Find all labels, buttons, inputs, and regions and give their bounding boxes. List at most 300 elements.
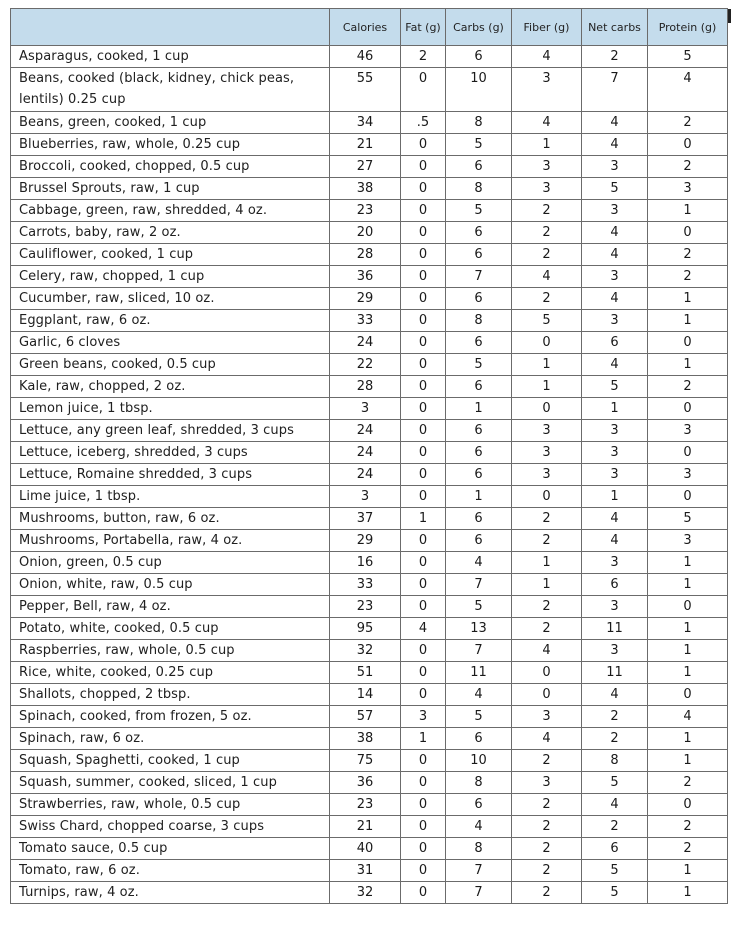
net-carbs-cell: 1 xyxy=(582,398,648,420)
fat-cell: .5 xyxy=(401,112,446,134)
table-row xyxy=(11,266,728,288)
food-name-cell: Garlic, 6 cloves xyxy=(11,332,330,354)
fiber-cell: 1 xyxy=(512,574,582,596)
net-carbs-cell: 7 xyxy=(582,68,648,112)
protein-cell: 0 xyxy=(648,794,728,816)
net-carbs-cell: 4 xyxy=(582,222,648,244)
net-carbs-cell: 6 xyxy=(582,332,648,354)
protein-cell: 5 xyxy=(648,46,728,68)
fiber-cell: 0 xyxy=(512,486,582,508)
fat-cell: 2 xyxy=(401,46,446,68)
fiber-cell: 0 xyxy=(512,662,582,684)
fat-cell: 0 xyxy=(401,310,446,332)
column-header-food xyxy=(11,9,330,46)
food-name-cell: Beans, cooked (black, kidney, chick peas, lentils) 0.25 cup xyxy=(11,68,330,112)
fiber-cell: 4 xyxy=(512,728,582,750)
table-row xyxy=(11,684,728,706)
net-carbs-cell: 4 xyxy=(582,794,648,816)
carbs-cell: 5 xyxy=(446,596,512,618)
fat-cell: 0 xyxy=(401,222,446,244)
table-row xyxy=(11,772,728,794)
fat-cell: 0 xyxy=(401,134,446,156)
carbs-cell: 6 xyxy=(446,464,512,486)
calories-cell: 14 xyxy=(330,684,401,706)
carbs-cell: 5 xyxy=(446,200,512,222)
carbs-cell: 11 xyxy=(446,662,512,684)
fat-cell: 0 xyxy=(401,442,446,464)
column-header-fat: Fat (g) xyxy=(401,9,446,46)
calories-cell: 23 xyxy=(330,794,401,816)
fat-cell: 0 xyxy=(401,662,446,684)
protein-cell: 1 xyxy=(648,574,728,596)
fat-cell: 0 xyxy=(401,574,446,596)
net-carbs-cell: 11 xyxy=(582,618,648,640)
net-carbs-cell: 3 xyxy=(582,640,648,662)
protein-cell: 0 xyxy=(648,684,728,706)
food-name-cell: Eggplant, raw, 6 oz. xyxy=(11,310,330,332)
protein-cell: 2 xyxy=(648,838,728,860)
carbs-cell: 4 xyxy=(446,552,512,574)
protein-cell: 3 xyxy=(648,464,728,486)
protein-cell: 2 xyxy=(648,244,728,266)
protein-cell: 0 xyxy=(648,134,728,156)
table-row xyxy=(11,376,728,398)
protein-cell: 2 xyxy=(648,112,728,134)
net-carbs-cell: 5 xyxy=(582,882,648,904)
protein-cell: 1 xyxy=(648,354,728,376)
protein-cell: 3 xyxy=(648,530,728,552)
protein-cell: 4 xyxy=(648,68,728,112)
protein-cell: 1 xyxy=(648,618,728,640)
protein-cell: 3 xyxy=(648,178,728,200)
carbs-cell: 6 xyxy=(446,244,512,266)
fiber-cell: 0 xyxy=(512,398,582,420)
table-row xyxy=(11,178,728,200)
fiber-cell: 2 xyxy=(512,596,582,618)
carbs-cell: 5 xyxy=(446,134,512,156)
calories-cell: 3 xyxy=(330,486,401,508)
fat-cell: 3 xyxy=(401,706,446,728)
calories-cell: 29 xyxy=(330,288,401,310)
fat-cell: 0 xyxy=(401,816,446,838)
food-name-cell: Swiss Chard, chopped coarse, 3 cups xyxy=(11,816,330,838)
protein-cell: 4 xyxy=(648,706,728,728)
calories-cell: 28 xyxy=(330,376,401,398)
net-carbs-cell: 3 xyxy=(582,156,648,178)
fat-cell: 0 xyxy=(401,882,446,904)
food-name-cell: Mushrooms, button, raw, 6 oz. xyxy=(11,508,330,530)
table-row xyxy=(11,706,728,728)
carbs-cell: 8 xyxy=(446,772,512,794)
table-row xyxy=(11,332,728,354)
food-name-cell: Lemon juice, 1 tbsp. xyxy=(11,398,330,420)
fat-cell: 0 xyxy=(401,860,446,882)
carbs-cell: 7 xyxy=(446,640,512,662)
fiber-cell: 2 xyxy=(512,618,582,640)
calories-cell: 36 xyxy=(330,772,401,794)
protein-cell: 0 xyxy=(648,398,728,420)
fat-cell: 1 xyxy=(401,508,446,530)
carbs-cell: 7 xyxy=(446,882,512,904)
food-name-cell: Green beans, cooked, 0.5 cup xyxy=(11,354,330,376)
column-header-fiber: Fiber (g) xyxy=(512,9,582,46)
fat-cell: 0 xyxy=(401,838,446,860)
table-row xyxy=(11,574,728,596)
fiber-cell: 2 xyxy=(512,530,582,552)
net-carbs-cell: 5 xyxy=(582,772,648,794)
protein-cell: 2 xyxy=(648,156,728,178)
table-row xyxy=(11,112,728,134)
calories-cell: 95 xyxy=(330,618,401,640)
net-carbs-cell: 4 xyxy=(582,244,648,266)
table-row xyxy=(11,750,728,772)
carbs-cell: 6 xyxy=(446,288,512,310)
protein-cell: 0 xyxy=(648,442,728,464)
food-name-cell: Lettuce, Romaine shredded, 3 cups xyxy=(11,464,330,486)
food-name-cell: Potato, white, cooked, 0.5 cup xyxy=(11,618,330,640)
net-carbs-cell: 3 xyxy=(582,266,648,288)
table-row xyxy=(11,354,728,376)
fat-cell: 0 xyxy=(401,398,446,420)
net-carbs-cell: 5 xyxy=(582,178,648,200)
protein-cell: 1 xyxy=(648,728,728,750)
net-carbs-cell: 3 xyxy=(582,310,648,332)
fat-cell: 0 xyxy=(401,464,446,486)
protein-cell: 0 xyxy=(648,332,728,354)
carbs-cell: 4 xyxy=(446,816,512,838)
column-header-carbs: Carbs (g) xyxy=(446,9,512,46)
food-name-cell: Turnips, raw, 4 oz. xyxy=(11,882,330,904)
fat-cell: 4 xyxy=(401,618,446,640)
carbs-cell: 10 xyxy=(446,750,512,772)
food-name-cell: Cabbage, green, raw, shredded, 4 oz. xyxy=(11,200,330,222)
net-carbs-cell: 8 xyxy=(582,750,648,772)
fat-cell: 0 xyxy=(401,354,446,376)
carbs-cell: 6 xyxy=(446,530,512,552)
fat-cell: 1 xyxy=(401,728,446,750)
fat-cell: 0 xyxy=(401,530,446,552)
calories-cell: 21 xyxy=(330,134,401,156)
table-row xyxy=(11,640,728,662)
carbs-cell: 6 xyxy=(446,420,512,442)
calories-cell: 33 xyxy=(330,574,401,596)
net-carbs-cell: 3 xyxy=(582,464,648,486)
table-row xyxy=(11,244,728,266)
food-name-cell: Brussel Sprouts, raw, 1 cup xyxy=(11,178,330,200)
fat-cell: 0 xyxy=(401,486,446,508)
column-header-net-carbs: Net carbs xyxy=(582,9,648,46)
table-row xyxy=(11,398,728,420)
net-carbs-cell: 3 xyxy=(582,200,648,222)
fiber-cell: 1 xyxy=(512,354,582,376)
food-name-cell: Cauliflower, cooked, 1 cup xyxy=(11,244,330,266)
food-name-cell: Shallots, chopped, 2 tbsp. xyxy=(11,684,330,706)
carbs-cell: 6 xyxy=(446,442,512,464)
fat-cell: 0 xyxy=(401,420,446,442)
fiber-cell: 2 xyxy=(512,882,582,904)
net-carbs-cell: 3 xyxy=(582,552,648,574)
carbs-cell: 6 xyxy=(446,222,512,244)
calories-cell: 40 xyxy=(330,838,401,860)
fiber-cell: 3 xyxy=(512,420,582,442)
calories-cell: 32 xyxy=(330,640,401,662)
carbs-cell: 6 xyxy=(446,508,512,530)
calories-cell: 31 xyxy=(330,860,401,882)
food-name-cell: Asparagus, cooked, 1 cup xyxy=(11,46,330,68)
food-name-cell: Lime juice, 1 tbsp. xyxy=(11,486,330,508)
calories-cell: 29 xyxy=(330,530,401,552)
food-name-cell: Lettuce, any green leaf, shredded, 3 cups xyxy=(11,420,330,442)
column-header-protein: Protein (g) xyxy=(648,9,728,46)
table-body xyxy=(11,46,728,904)
calories-cell: 46 xyxy=(330,46,401,68)
calories-cell: 21 xyxy=(330,816,401,838)
carbs-cell: 7 xyxy=(446,574,512,596)
fat-cell: 0 xyxy=(401,794,446,816)
calories-cell: 75 xyxy=(330,750,401,772)
table-row xyxy=(11,486,728,508)
protein-cell: 1 xyxy=(648,662,728,684)
food-name-cell: Onion, white, raw, 0.5 cup xyxy=(11,574,330,596)
table-row xyxy=(11,222,728,244)
food-name-cell: Carrots, baby, raw, 2 oz. xyxy=(11,222,330,244)
calories-cell: 32 xyxy=(330,882,401,904)
table-row xyxy=(11,816,728,838)
table-row xyxy=(11,662,728,684)
net-carbs-cell: 5 xyxy=(582,376,648,398)
net-carbs-cell: 5 xyxy=(582,860,648,882)
table-row xyxy=(11,618,728,640)
table-row xyxy=(11,860,728,882)
table-row xyxy=(11,838,728,860)
table-row xyxy=(11,200,728,222)
protein-cell: 3 xyxy=(648,420,728,442)
table-row xyxy=(11,882,728,904)
fiber-cell: 2 xyxy=(512,244,582,266)
table-row xyxy=(11,442,728,464)
table-row xyxy=(11,156,728,178)
net-carbs-cell: 4 xyxy=(582,530,648,552)
fiber-cell: 2 xyxy=(512,838,582,860)
carbs-cell: 4 xyxy=(446,684,512,706)
calories-cell: 57 xyxy=(330,706,401,728)
net-carbs-cell: 1 xyxy=(582,486,648,508)
protein-cell: 0 xyxy=(648,596,728,618)
fat-cell: 0 xyxy=(401,244,446,266)
table-row xyxy=(11,134,728,156)
calories-cell: 51 xyxy=(330,662,401,684)
protein-cell: 5 xyxy=(648,508,728,530)
fiber-cell: 2 xyxy=(512,860,582,882)
calories-cell: 37 xyxy=(330,508,401,530)
calories-cell: 16 xyxy=(330,552,401,574)
net-carbs-cell: 4 xyxy=(582,684,648,706)
food-name-cell: Spinach, cooked, from frozen, 5 oz. xyxy=(11,706,330,728)
fiber-cell: 2 xyxy=(512,794,582,816)
protein-cell: 1 xyxy=(648,640,728,662)
carbs-cell: 1 xyxy=(446,398,512,420)
net-carbs-cell: 4 xyxy=(582,508,648,530)
carbs-cell: 6 xyxy=(446,156,512,178)
protein-cell: 1 xyxy=(648,200,728,222)
carbs-cell: 8 xyxy=(446,310,512,332)
fat-cell: 0 xyxy=(401,596,446,618)
fiber-cell: 0 xyxy=(512,332,582,354)
calories-cell: 38 xyxy=(330,728,401,750)
calories-cell: 28 xyxy=(330,244,401,266)
food-name-cell: Spinach, raw, 6 oz. xyxy=(11,728,330,750)
calories-cell: 38 xyxy=(330,178,401,200)
table-row xyxy=(11,508,728,530)
protein-cell: 1 xyxy=(648,882,728,904)
carbs-cell: 6 xyxy=(446,376,512,398)
protein-cell: 2 xyxy=(648,772,728,794)
calories-cell: 55 xyxy=(330,68,401,112)
food-name-cell: Lettuce, iceberg, shredded, 3 cups xyxy=(11,442,330,464)
table-row xyxy=(11,794,728,816)
food-name-cell: Beans, green, cooked, 1 cup xyxy=(11,112,330,134)
food-name-cell: Tomato, raw, 6 oz. xyxy=(11,860,330,882)
food-name-cell: Strawberries, raw, whole, 0.5 cup xyxy=(11,794,330,816)
fat-cell: 0 xyxy=(401,552,446,574)
fiber-cell: 4 xyxy=(512,266,582,288)
carbs-cell: 6 xyxy=(446,332,512,354)
text-cursor-mark xyxy=(728,9,731,23)
fiber-cell: 3 xyxy=(512,68,582,112)
net-carbs-cell: 4 xyxy=(582,112,648,134)
table-row xyxy=(11,530,728,552)
calories-cell: 22 xyxy=(330,354,401,376)
food-name-cell: Squash, summer, cooked, sliced, 1 cup xyxy=(11,772,330,794)
table-row xyxy=(11,68,728,112)
protein-cell: 1 xyxy=(648,552,728,574)
net-carbs-cell: 4 xyxy=(582,288,648,310)
food-name-cell: Celery, raw, chopped, 1 cup xyxy=(11,266,330,288)
net-carbs-cell: 6 xyxy=(582,574,648,596)
carbs-cell: 6 xyxy=(446,728,512,750)
food-name-cell: Cucumber, raw, sliced, 10 oz. xyxy=(11,288,330,310)
fiber-cell: 4 xyxy=(512,46,582,68)
carbs-cell: 1 xyxy=(446,486,512,508)
food-name-cell: Raspberries, raw, whole, 0.5 cup xyxy=(11,640,330,662)
fiber-cell: 4 xyxy=(512,640,582,662)
fiber-cell: 2 xyxy=(512,222,582,244)
net-carbs-cell: 6 xyxy=(582,838,648,860)
calories-cell: 23 xyxy=(330,200,401,222)
food-name-cell: Blueberries, raw, whole, 0.25 cup xyxy=(11,134,330,156)
fiber-cell: 1 xyxy=(512,552,582,574)
fiber-cell: 2 xyxy=(512,508,582,530)
calories-cell: 33 xyxy=(330,310,401,332)
carbs-cell: 6 xyxy=(446,794,512,816)
food-name-cell: Rice, white, cooked, 0.25 cup xyxy=(11,662,330,684)
fat-cell: 0 xyxy=(401,750,446,772)
fiber-cell: 3 xyxy=(512,706,582,728)
calories-cell: 24 xyxy=(330,420,401,442)
calories-cell: 24 xyxy=(330,442,401,464)
fiber-cell: 3 xyxy=(512,772,582,794)
fat-cell: 0 xyxy=(401,772,446,794)
carbs-cell: 6 xyxy=(446,46,512,68)
table-header xyxy=(11,9,728,46)
net-carbs-cell: 3 xyxy=(582,596,648,618)
table-row xyxy=(11,596,728,618)
food-name-cell: Pepper, Bell, raw, 4 oz. xyxy=(11,596,330,618)
fat-cell: 0 xyxy=(401,332,446,354)
carbs-cell: 8 xyxy=(446,178,512,200)
food-name-cell: Broccoli, cooked, chopped, 0.5 cup xyxy=(11,156,330,178)
nutrition-table-container xyxy=(10,8,727,904)
fat-cell: 0 xyxy=(401,640,446,662)
protein-cell: 1 xyxy=(648,860,728,882)
food-name-cell: Onion, green, 0.5 cup xyxy=(11,552,330,574)
fiber-cell: 3 xyxy=(512,178,582,200)
protein-cell: 0 xyxy=(648,486,728,508)
carbs-cell: 7 xyxy=(446,266,512,288)
fiber-cell: 2 xyxy=(512,816,582,838)
carbs-cell: 8 xyxy=(446,838,512,860)
fiber-cell: 1 xyxy=(512,134,582,156)
net-carbs-cell: 11 xyxy=(582,662,648,684)
fiber-cell: 4 xyxy=(512,112,582,134)
food-name-cell: Tomato sauce, 0.5 cup xyxy=(11,838,330,860)
net-carbs-cell: 4 xyxy=(582,134,648,156)
header-row xyxy=(11,9,728,46)
net-carbs-cell: 2 xyxy=(582,816,648,838)
carbs-cell: 8 xyxy=(446,112,512,134)
calories-cell: 20 xyxy=(330,222,401,244)
table-row xyxy=(11,310,728,332)
fat-cell: 0 xyxy=(401,288,446,310)
net-carbs-cell: 2 xyxy=(582,728,648,750)
fiber-cell: 3 xyxy=(512,156,582,178)
net-carbs-cell: 2 xyxy=(582,706,648,728)
fiber-cell: 1 xyxy=(512,376,582,398)
fiber-cell: 3 xyxy=(512,442,582,464)
protein-cell: 1 xyxy=(648,310,728,332)
food-name-cell: Squash, Spaghetti, cooked, 1 cup xyxy=(11,750,330,772)
calories-cell: 3 xyxy=(330,398,401,420)
column-header-calories: Calories xyxy=(330,9,401,46)
net-carbs-cell: 4 xyxy=(582,354,648,376)
fiber-cell: 2 xyxy=(512,200,582,222)
table-row xyxy=(11,464,728,486)
fat-cell: 0 xyxy=(401,68,446,112)
calories-cell: 36 xyxy=(330,266,401,288)
nutrition-table xyxy=(10,8,728,904)
protein-cell: 0 xyxy=(648,222,728,244)
net-carbs-cell: 3 xyxy=(582,442,648,464)
food-name-cell: Kale, raw, chopped, 2 oz. xyxy=(11,376,330,398)
fat-cell: 0 xyxy=(401,376,446,398)
carbs-cell: 13 xyxy=(446,618,512,640)
protein-cell: 2 xyxy=(648,816,728,838)
fat-cell: 0 xyxy=(401,200,446,222)
carbs-cell: 5 xyxy=(446,354,512,376)
table-row xyxy=(11,46,728,68)
fat-cell: 0 xyxy=(401,178,446,200)
calories-cell: 24 xyxy=(330,464,401,486)
calories-cell: 23 xyxy=(330,596,401,618)
fat-cell: 0 xyxy=(401,684,446,706)
calories-cell: 27 xyxy=(330,156,401,178)
table-row xyxy=(11,728,728,750)
protein-cell: 1 xyxy=(648,750,728,772)
fiber-cell: 5 xyxy=(512,310,582,332)
carbs-cell: 10 xyxy=(446,68,512,112)
fiber-cell: 3 xyxy=(512,464,582,486)
table-row xyxy=(11,288,728,310)
